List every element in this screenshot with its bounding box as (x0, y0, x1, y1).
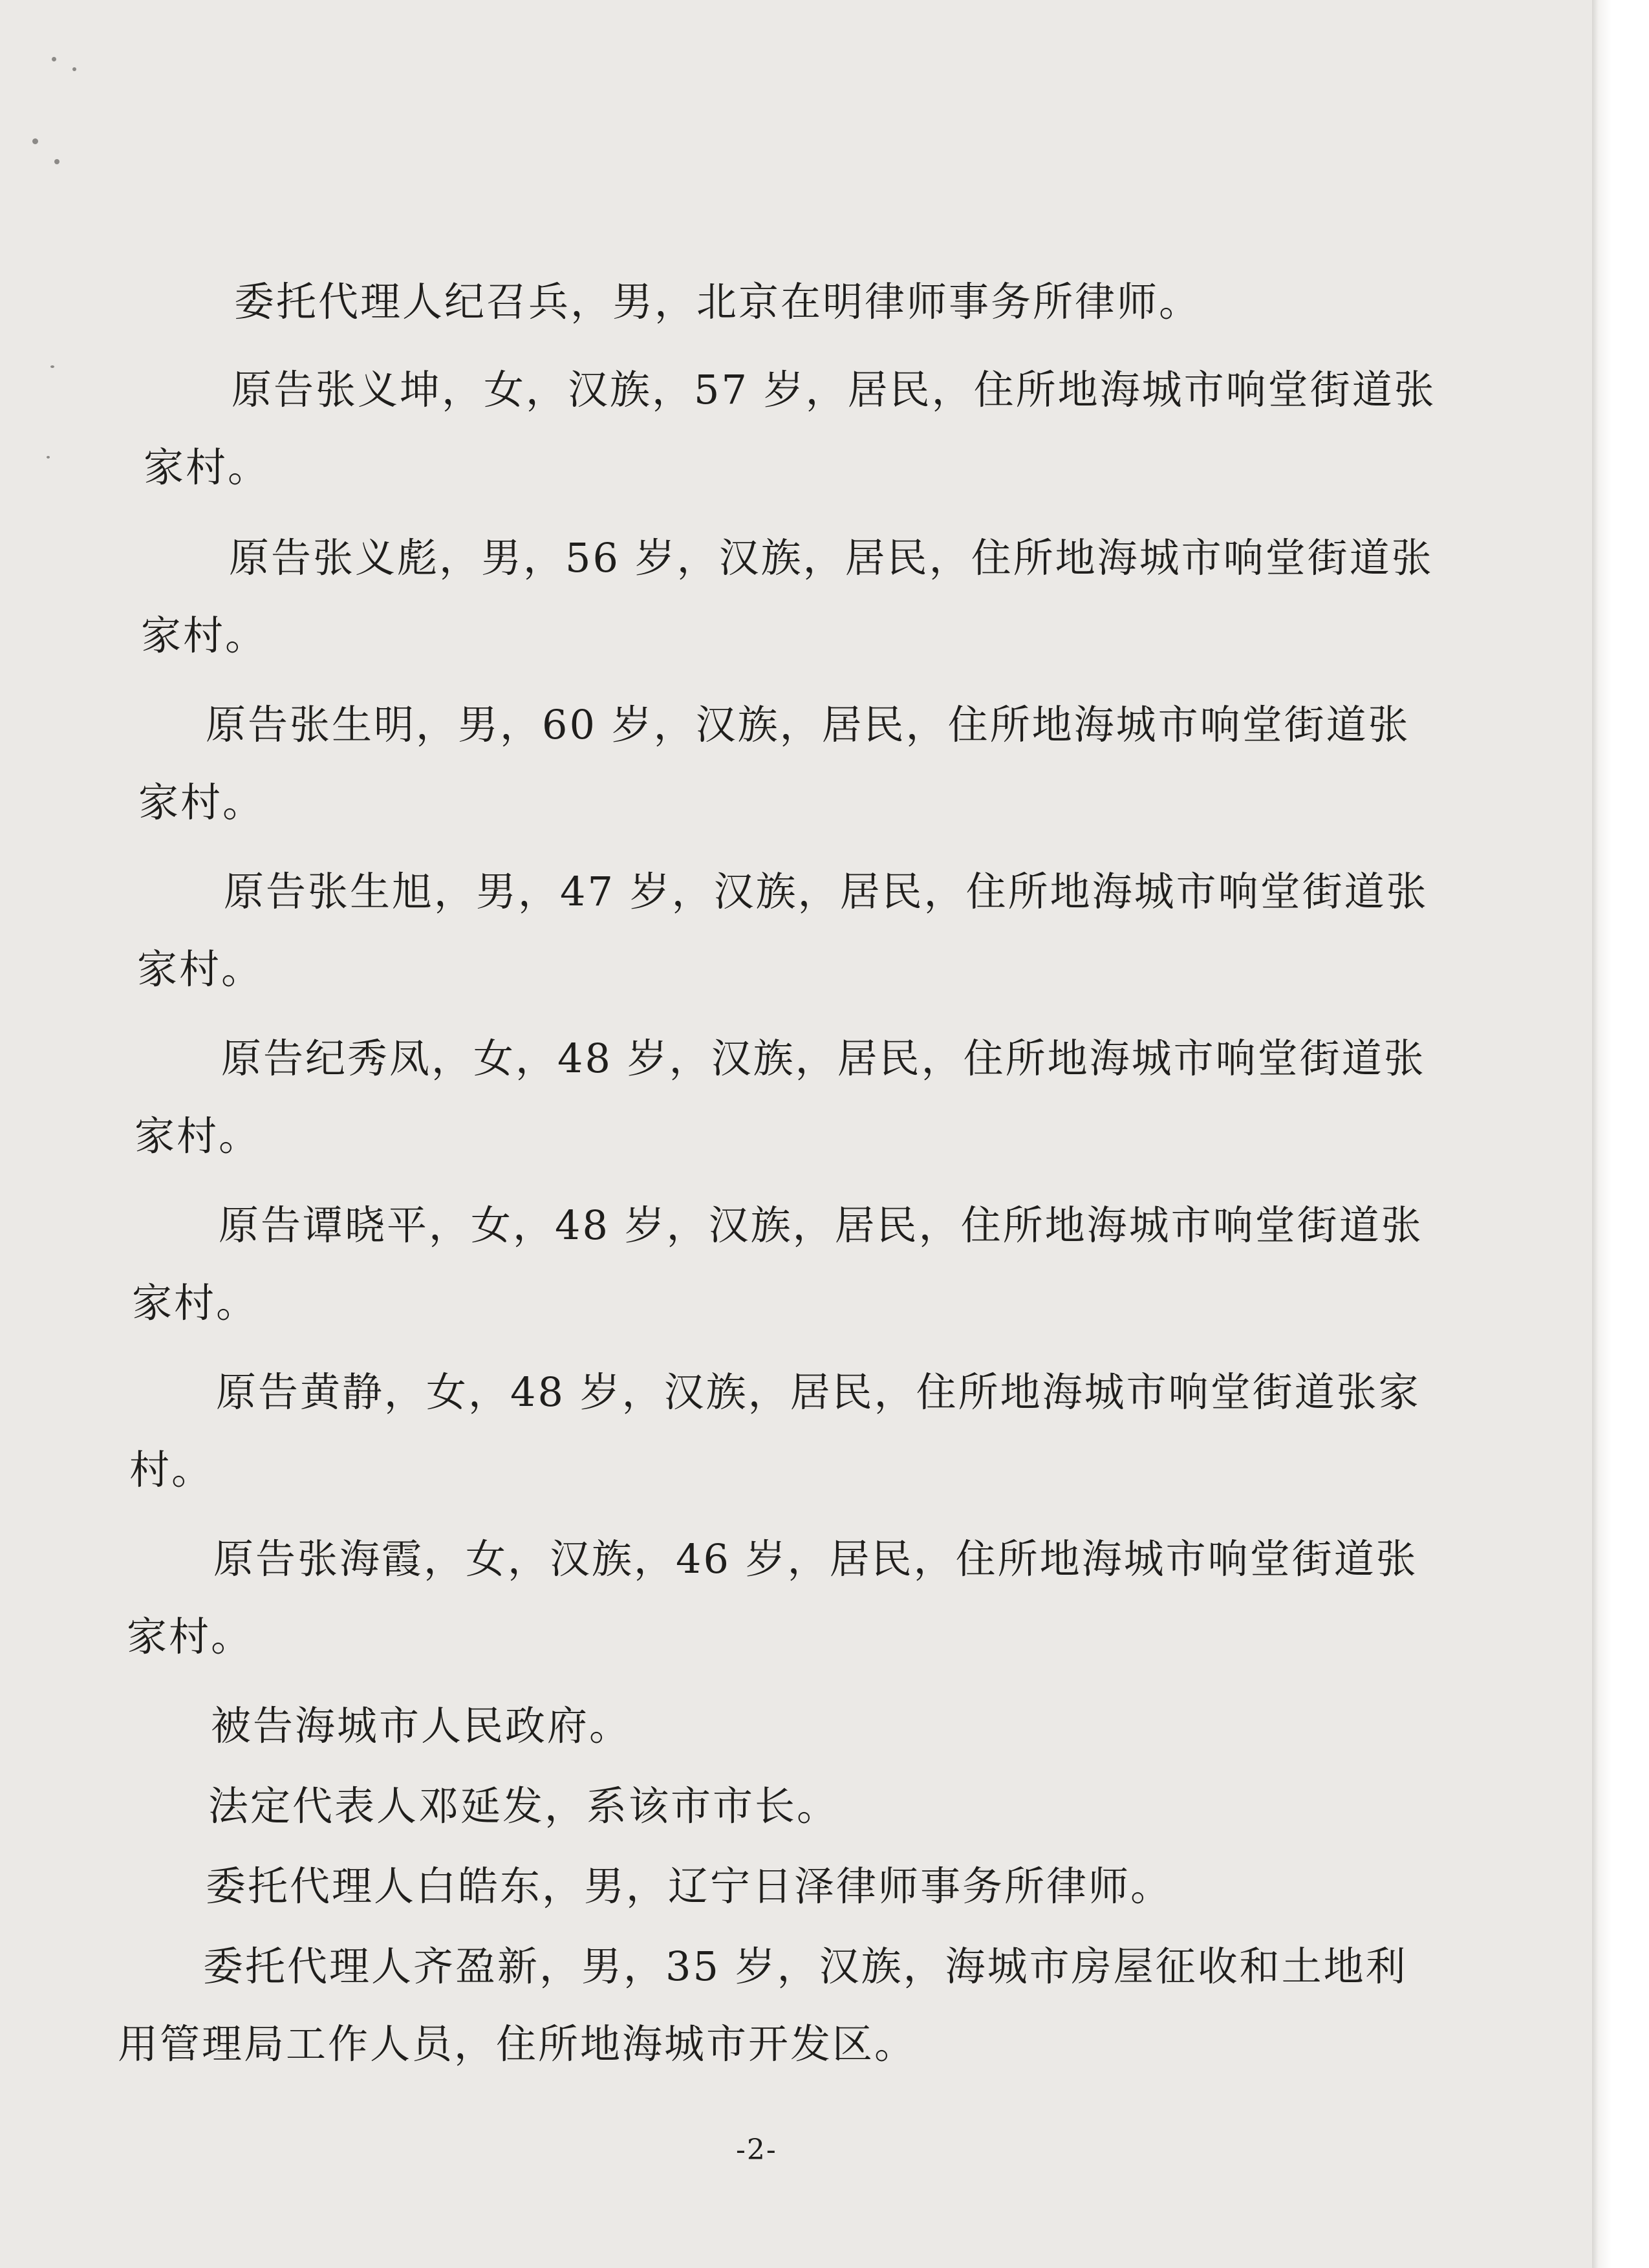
document-line: 委托代理人纪召兵，男，北京在明律师事务所律师。 (234, 278, 1202, 325)
document-line: 家村。 (137, 945, 264, 993)
document-line: 原告张义坤，女，汉族，57 岁，居民，住所地海城市响堂街道张 (232, 366, 1436, 413)
scan-speck (54, 159, 59, 164)
document-line: 原告黄静，女，48 岁，汉族，居民，住所地海城市响堂街道张家 (216, 1368, 1421, 1416)
document-line: 原告张生旭，男，47 岁，汉族，居民，住所地海城市响堂街道张 (224, 868, 1428, 915)
scan-speck (50, 365, 54, 368)
document-line: 家村。 (135, 1112, 261, 1160)
document-line: 原告纪秀凤，女，48 岁，汉族，居民，住所地海城市响堂街道张 (221, 1035, 1426, 1082)
scan-speck (52, 57, 56, 61)
document-line: 原告谭晓平，女，48 岁，汉族，居民，住所地海城市响堂街道张 (219, 1202, 1423, 1249)
document-line: 家村。 (132, 1279, 259, 1326)
scan-margin (1592, 0, 1649, 2268)
document-line: 委托代理人齐盈新，男，35 岁，汉族，海城市房屋征收和土地利 (203, 1943, 1408, 1990)
document-line: 村。 (129, 1446, 214, 1493)
document-line: 原告张义彪，男，56 岁，汉族，居民，住所地海城市响堂街道张 (229, 534, 1434, 581)
document-line: 家村。 (141, 612, 268, 659)
scan-speck (32, 138, 38, 144)
document-line: 家村。 (138, 779, 265, 826)
document-line: 家村。 (127, 1613, 253, 1660)
page-number: -2- (736, 2133, 777, 2166)
document-line: 用管理局工作人员，住所地海城市开发区。 (118, 2020, 917, 2068)
document-line: 家村。 (144, 444, 270, 491)
document-line: 原告张生明，男，60 岁，汉族，居民，住所地海城市响堂街道张 (206, 701, 1410, 748)
document-line: 法定代表人邓延发，系该市市长。 (208, 1782, 839, 1830)
document-line: 原告张海霞，女，汉族，46 岁，居民，住所地海城市响堂街道张 (213, 1535, 1418, 1582)
document-line: 委托代理人白皓东，男，辽宁日泽律师事务所律师。 (206, 1863, 1173, 1910)
scan-speck (47, 456, 50, 459)
scan-speck (72, 67, 76, 71)
document-line: 被告海城市人民政府。 (211, 1702, 632, 1749)
